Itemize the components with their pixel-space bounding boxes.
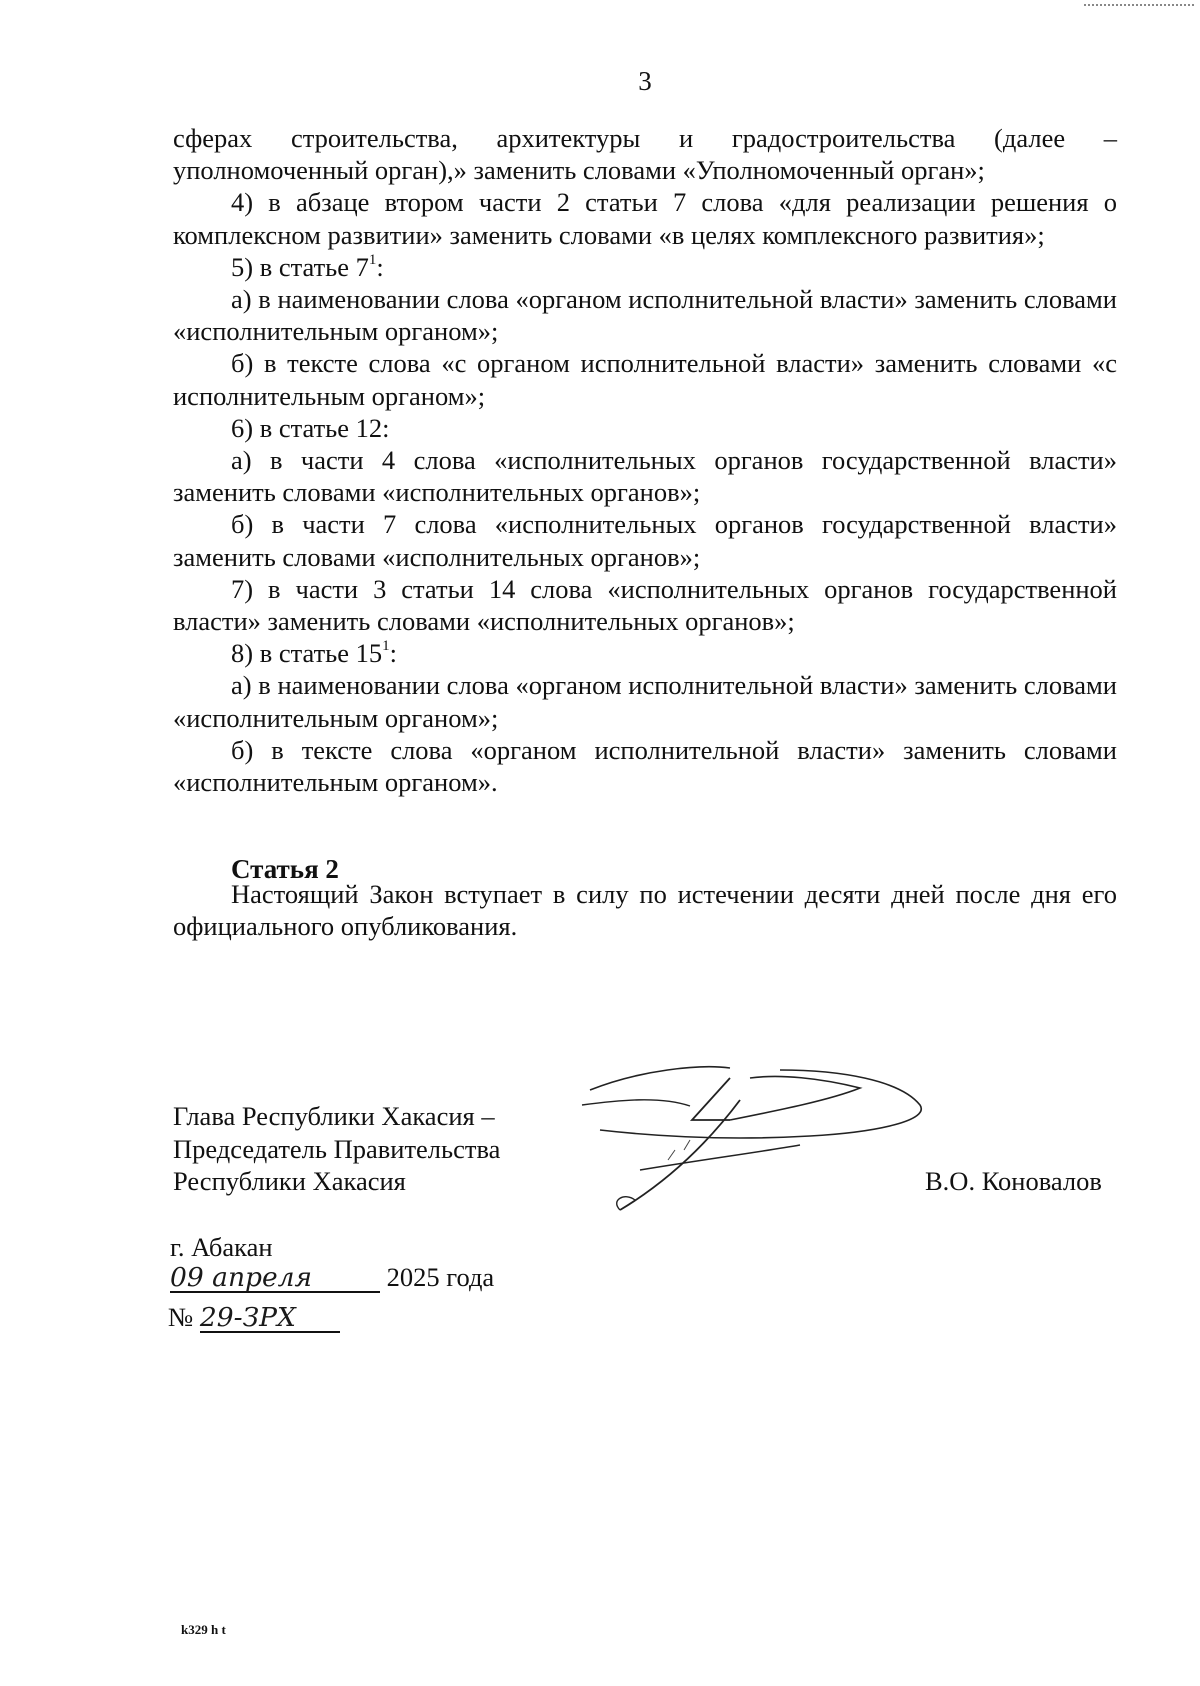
- signing-date: [170, 1262, 494, 1293]
- item-8-heading: [173, 637, 1117, 669]
- item-8-superscript: 1: [382, 638, 390, 655]
- paragraph: б) в тексте слова «органом исполнительной власти» заменить словами «исполнительным органом».: [173, 734, 1117, 798]
- article-2-text: Настоящий Закон вступает в силу по истечении десяти дней после дня его официального опубликования.: [173, 879, 1117, 942]
- footer-code: k329 h t: [181, 1622, 226, 1637]
- page-number: 3: [638, 66, 652, 96]
- law-number: [168, 1302, 340, 1333]
- paragraph: 7) в части 3 статьи 14 слова «исполнительных органов государственной власти» заменить словами «исполнительных органов»;: [173, 573, 1117, 637]
- signer-name: В.О. Коновалов: [925, 1166, 1102, 1196]
- item-5-prefix: 5) в статье 7: [231, 251, 369, 282]
- signer-title: [173, 1100, 500, 1198]
- paragraph: а) в части 4 слова «исполнительных органов государственной власти» заменить словами «исполнительных органов»;: [173, 445, 1117, 508]
- item-5-heading: [173, 251, 1117, 283]
- signer-title-line: Глава Республики Хакасия –: [173, 1101, 495, 1131]
- handwritten-number: 29-ЗРХ: [200, 1305, 340, 1333]
- paragraph: сферах строительства, архитектуры и градостроительства (далее – уполномоченный орган),» заменить словами «Уполномоченный орган»;: [173, 123, 1117, 186]
- signing-place: г. Абакан: [170, 1232, 273, 1262]
- paragraph: а) в наименовании слова «органом исполнительной власти» заменить словами «исполнительным органом»;: [173, 670, 1117, 733]
- paragraph: а) в наименовании слова «органом исполнительной власти» заменить словами «исполнительным органом»;: [173, 284, 1117, 347]
- scan-edge-mark: [1084, 4, 1194, 12]
- paragraph: б) в тексте слова «с органом исполнительной власти» заменить словами «с исполнительным органом»;: [173, 348, 1117, 411]
- handwritten-date: 09 апреля: [170, 1265, 380, 1293]
- handwritten-signature: [580, 1060, 940, 1220]
- document-body: [173, 122, 1117, 798]
- paragraph: б) в части 7 слова «исполнительных органов государственной власти» заменить словами «исполнительных органов»;: [173, 509, 1117, 572]
- signer-title-line: Председатель Правительства: [173, 1133, 501, 1164]
- paragraph: 4) в абзаце втором части 2 статьи 7 слова «для реализации решения о комплексном развитии» заменить словами «в целях комплексного развития»;: [173, 187, 1117, 250]
- paragraph: 6) в статье 12:: [231, 412, 390, 443]
- item-5-suffix: :: [376, 251, 384, 282]
- item-8-suffix: :: [389, 638, 398, 669]
- signer-title-line: Республики Хакасия: [173, 1166, 406, 1196]
- signing-year: 2025 года: [386, 1262, 495, 1292]
- item-8-prefix: 8) в статье 15: [231, 638, 383, 669]
- number-symbol: №: [168, 1302, 194, 1332]
- item-5-superscript: 1: [368, 251, 377, 268]
- article-2-heading: Статья 2: [231, 854, 339, 884]
